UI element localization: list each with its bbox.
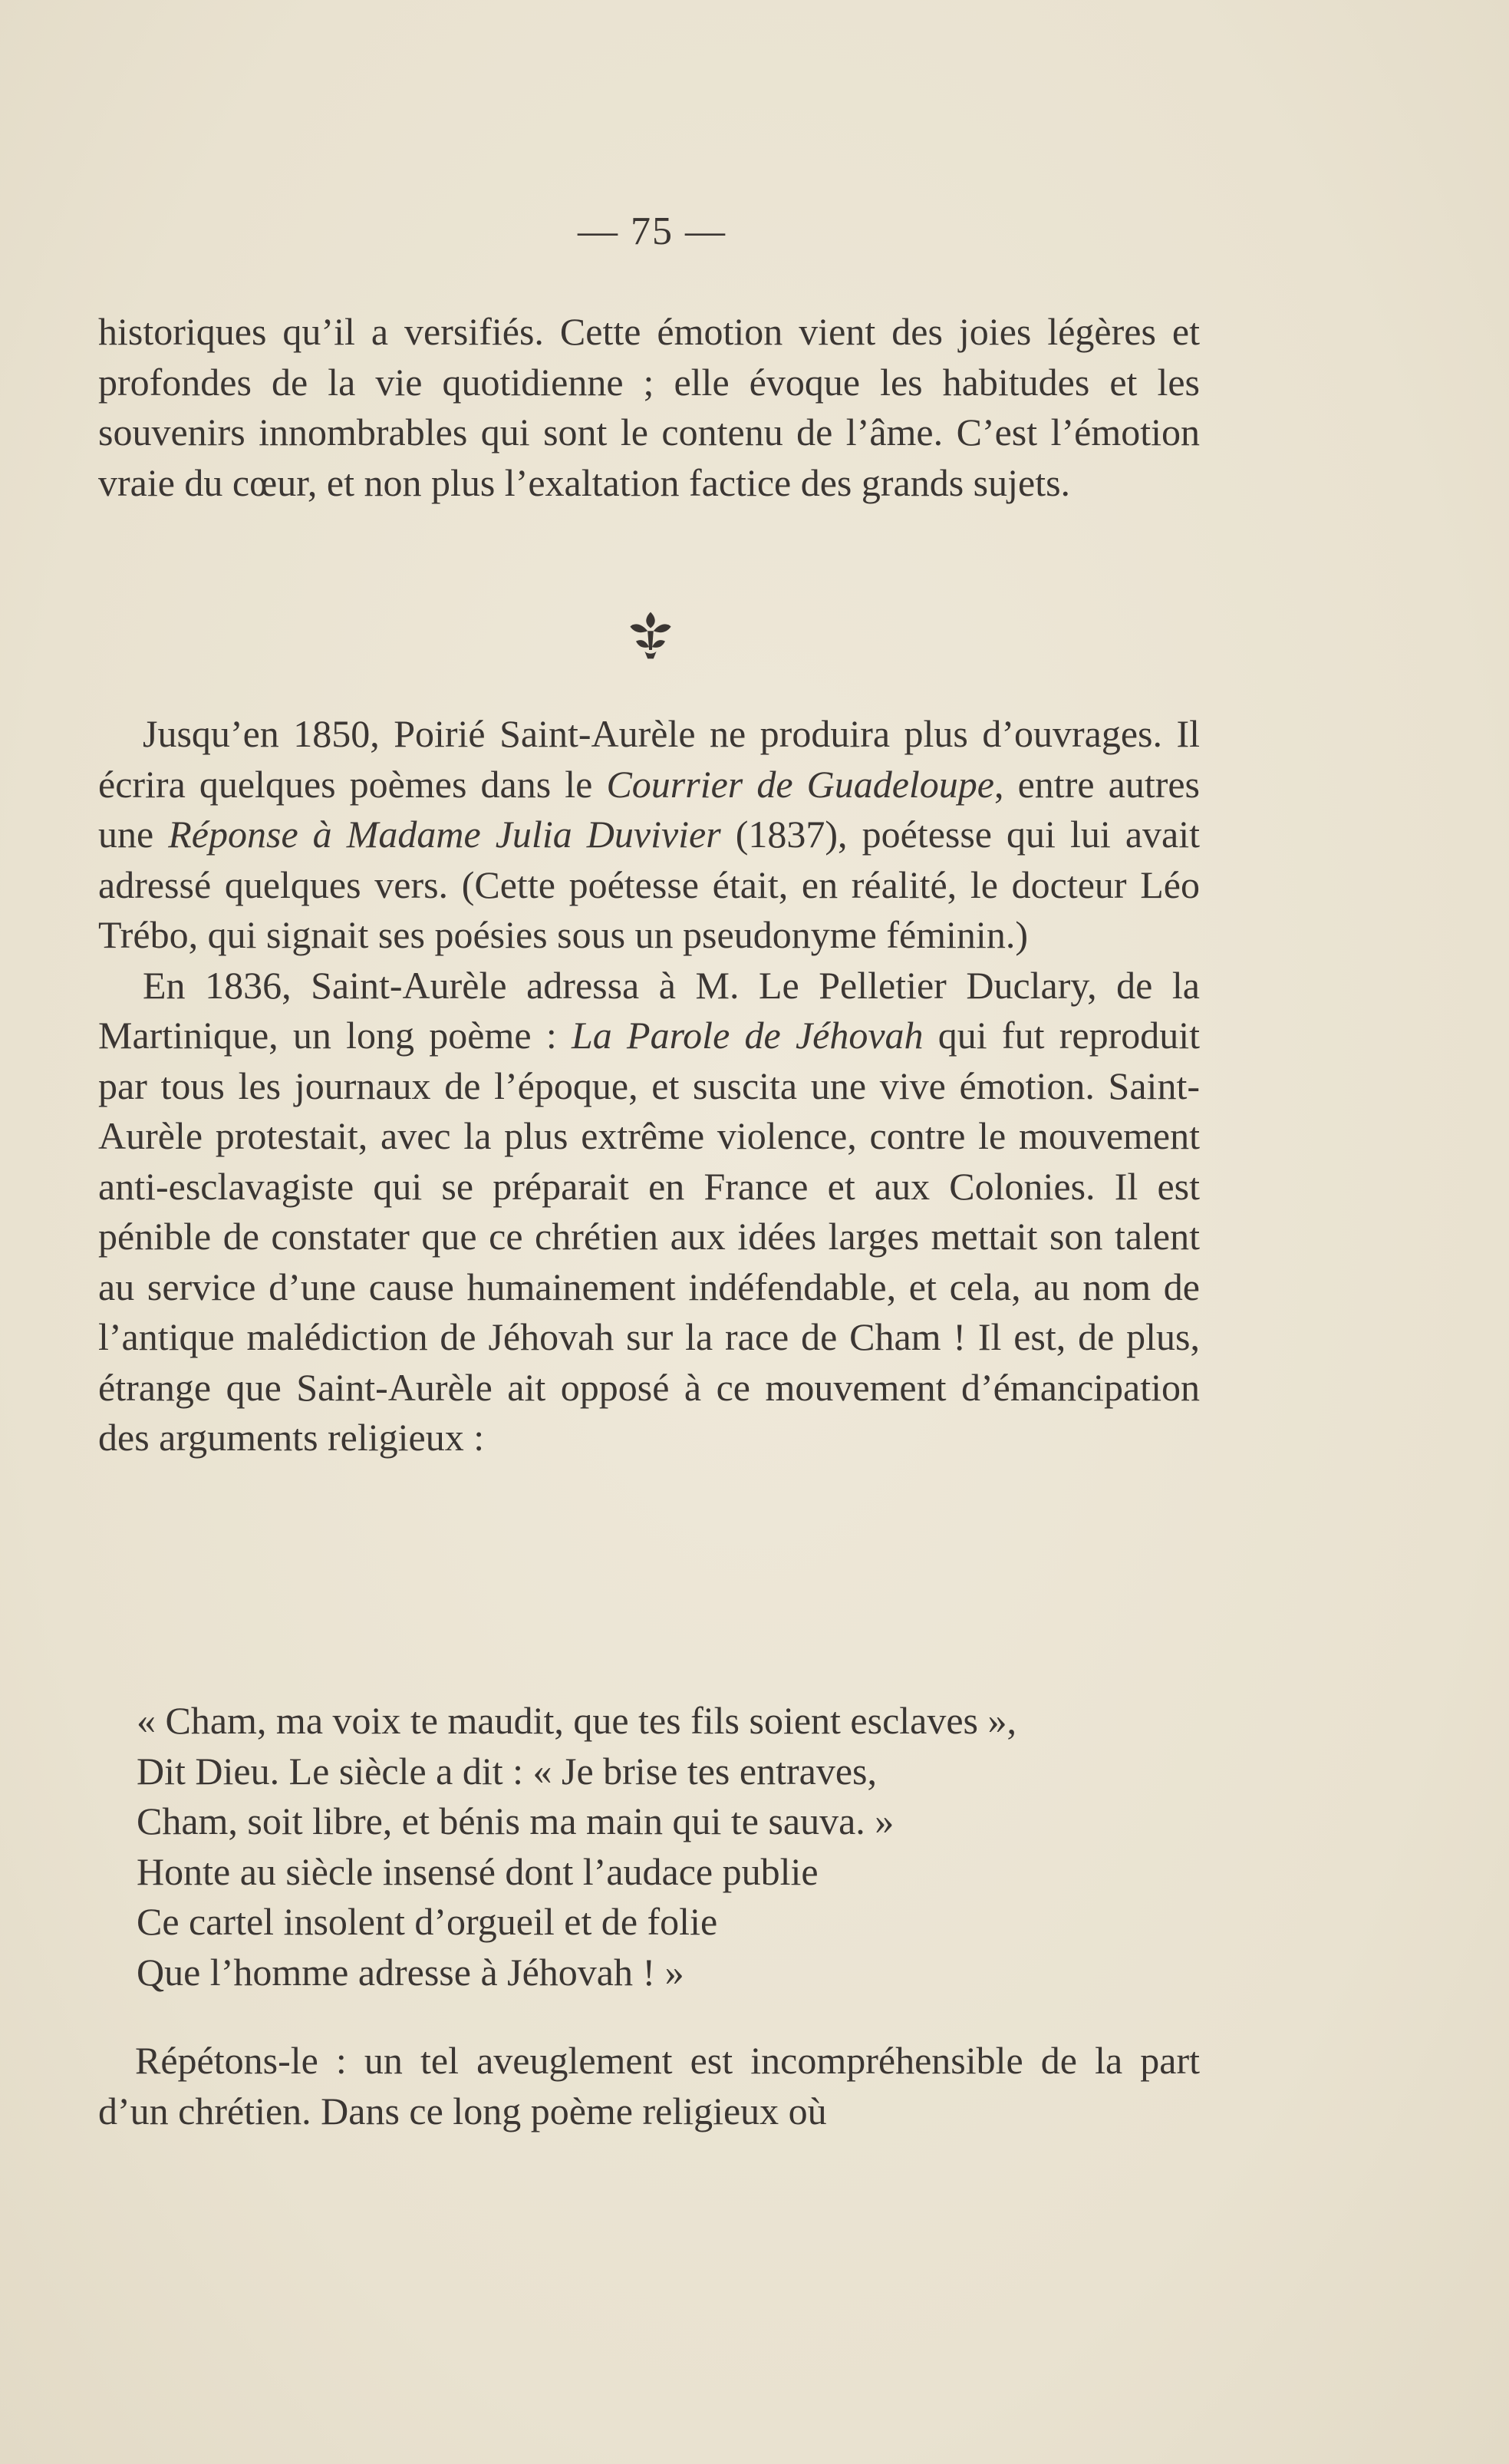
- paragraph-1: [98, 307, 1200, 508]
- verse-line: Dit Dieu. Le siècle a dit : « Je brise tes entraves,: [137, 1749, 877, 1793]
- paragraph-2-part-2: , entre autres une: [98, 762, 1201, 856]
- paragraph-2-part-1: Jusqu’en 1850, Poirié Saint-Aurèle ne produira plus d’ouvrages. Il écrira quelques poèmes dans le: [98, 712, 1200, 806]
- verse-line: Cham, soit libre, et bénis ma main qui te sauva. »: [137, 1799, 895, 1842]
- paragraph-1-text: historiques qu’il a versifiés. Cette émotion vient des joies légères et profondes de la vie quotidienne ; elle évoque les habitudes et les souvenirs innombrables qui sont le contenu de l’âme. C’est l’émotion vraie du cœur, et non plus l’exaltation factice des grands sujets.: [98, 310, 1200, 504]
- page-number: — 75 —: [578, 209, 726, 253]
- verse-line: « Cham, ma voix te maudit, que tes fils soient esclaves »,: [137, 1699, 1016, 1742]
- verse-line: Que l’homme adresse à Jéhovah ! »: [137, 1950, 684, 1994]
- paragraph-4-text: Répétons-le : un tel aveuglement est incompréhensible de la part d’un chrétien. Dans ce long poème religieux où: [98, 2039, 1200, 2132]
- verse-block: [137, 1696, 1016, 1997]
- paragraph-3-part-1: En 1836, Saint-Aurèle adressa à M. Le Pelletier Duclary, de la Martinique, un long poème :: [98, 963, 1200, 1057]
- main-text: [98, 709, 1200, 1463]
- paragraph-2: [98, 709, 1200, 961]
- paragraph-2-italic-title-2: Réponse à Madame Julia Duvivier: [168, 813, 721, 856]
- verse-line: Ce cartel insolent d’orgueil et de folie: [137, 1900, 718, 1943]
- paragraph-2-italic-title-1: Courrier de Guadeloupe: [606, 762, 995, 806]
- paragraph-2-part-3: (1837), poétesse qui lui avait adressé quelques vers. (Cette poétesse était, en réalité, le docteur Léo Trébo, qui signait ses poésies sous un pseudonyme féminin.): [98, 813, 1200, 956]
- paragraph-3-part-2: qui fut reproduit par tous les journaux de l’époque, et suscita une vive émotion. Saint-Aurèle protestait, avec la plus extrême violence, contre le mouvement anti-esclavagiste qui se préparait en France et aux Colonies. Il est pénible de constater que ce chrétien aux idées larges mettait son talent au service d’une cause humainement indéfendable, et cela, au nom de l’antique malédiction de Jéhovah sur la race de Cham ! Il est, de plus, étrange que Saint-Aurèle ait opposé à ce mouvement d’émancipation des arguments religieux :: [98, 1014, 1201, 1459]
- verse-line: Honte au siècle insensé dont l’audace publie: [137, 1849, 819, 1893]
- paragraph-3: [98, 961, 1200, 1463]
- paragraph-4: [98, 2036, 1200, 2136]
- fleuron-icon: [621, 606, 680, 665]
- paragraph-3-italic-title: La Parole de Jéhovah: [571, 1014, 924, 1057]
